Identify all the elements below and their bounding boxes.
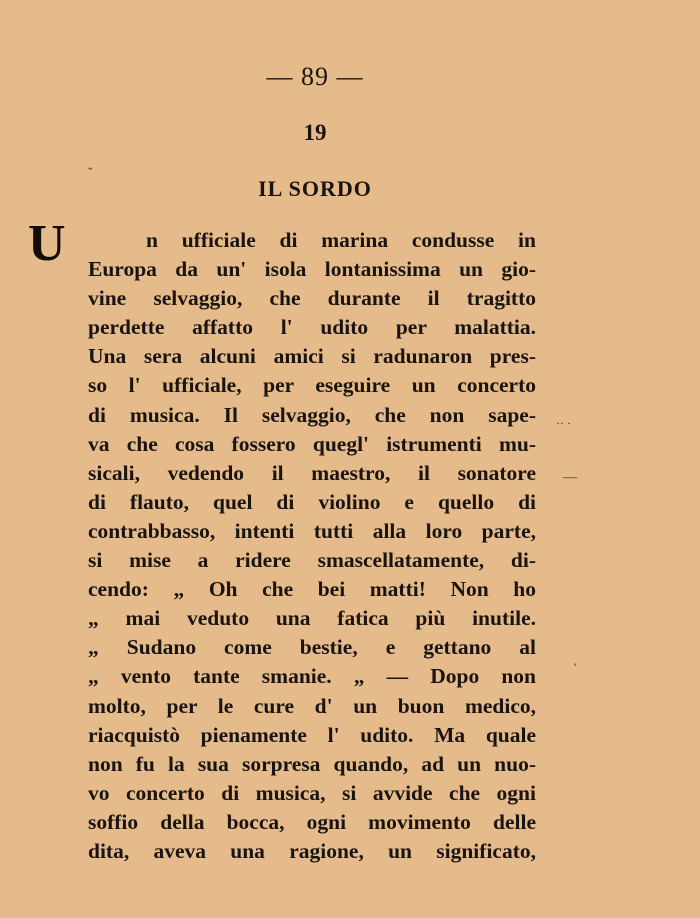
page-number: — 89 —	[266, 62, 364, 91]
text-line: va che cosa fossero quegl' istrumenti mu-	[88, 431, 536, 456]
margin-speck: ˇ	[88, 166, 93, 181]
drop-cap-letter: U	[28, 215, 66, 272]
text-line: so l' ufficiale, per eseguire un concerto	[88, 373, 536, 398]
text-line: riacquistò pienamente l' udito. Ma quale	[88, 722, 536, 747]
text-line: n ufficiale di marina condusse in	[146, 228, 536, 252]
text-line: cendo: „ Oh che bei matti! Non ho	[88, 577, 536, 602]
text-line: perdette affatto l' udito per malattia.	[88, 315, 536, 340]
text-line: molto, per le cure d' un buon medico,	[88, 693, 536, 718]
text-line: Una sera alcuni amici si radunaron pres-	[88, 344, 536, 369]
text-line: di flauto, quel di violino e quello di	[88, 489, 536, 514]
margin-speck: —	[563, 470, 577, 485]
text-line: dita, aveva una ragione, un significato,	[88, 838, 536, 863]
margin-speck: ·· ·	[556, 416, 571, 430]
text-line: „ vento tante smanie. „ — Dopo non	[88, 664, 536, 689]
text-line: soffio della bocca, ogni movimento delle	[88, 809, 536, 834]
text-line: sicali, vedendo il maestro, il sonatore	[88, 460, 536, 485]
text-line: „ Sudano come bestie, e gettano al	[88, 635, 536, 660]
story-title: IL SORDO	[258, 176, 372, 201]
text-line: Europa da un' isola lontanissima un gio-	[88, 257, 536, 282]
text-line: „ mai veduto una fatica più inutile.	[88, 606, 536, 631]
story-text	[88, 226, 536, 866]
text-line: di musica. Il selvaggio, che non sape-	[88, 402, 536, 427]
margin-speck: '	[574, 660, 577, 674]
section-number: 19	[303, 120, 327, 145]
text-line: contrabbasso, intenti tutti alla loro parte,	[88, 518, 536, 543]
text-line: si mise a ridere smascellatamente, di-	[88, 548, 536, 573]
text-line: non fu la sua sorpresa quando, ad un nuo-	[88, 751, 536, 776]
text-line: vine selvaggio, che durante il tragitto	[88, 286, 536, 311]
text-line: vo concerto di musica, si avvide che ogni	[88, 780, 536, 805]
